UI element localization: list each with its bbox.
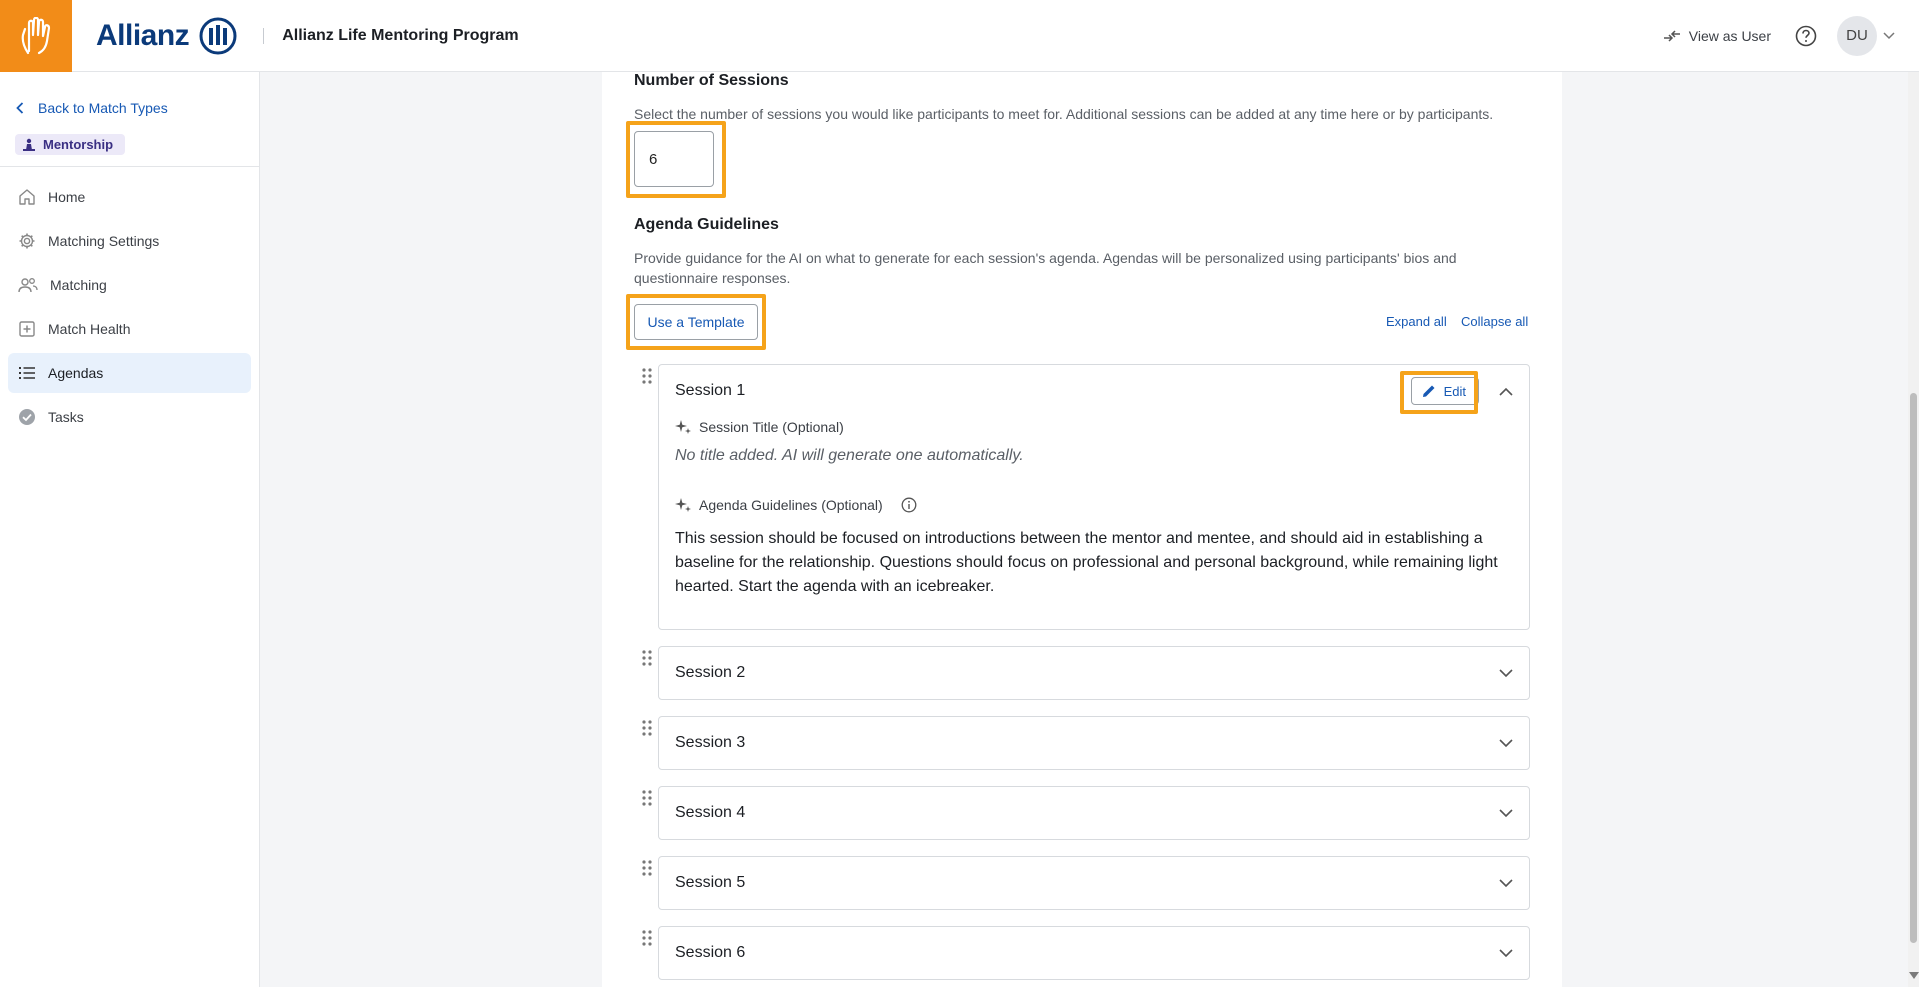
collapse-all-link[interactable]: Collapse all [1461,314,1529,329]
program-title: Allianz Life Mentoring Program [282,26,519,44]
session-card-actions [1499,809,1513,818]
session-card-header[interactable] [659,787,1529,839]
drag-handle-icon[interactable] [642,720,652,736]
session-title: Session 5 [675,874,746,891]
agenda-guidelines-label: Agenda Guidelines (Optional) [699,497,883,513]
session-card-actions [1499,879,1513,888]
session-card-header[interactable] [659,717,1529,769]
logo-wordmark: Allianz [96,18,190,52]
session-card[interactable] [658,716,1530,770]
sidebar-item-label: Matching Settings [48,233,160,249]
drag-handle-icon[interactable] [642,860,652,876]
list-icon [18,365,36,381]
agenda-guidelines-field-label [675,497,1529,513]
agenda-guidelines-title: Agenda Guidelines [634,216,779,233]
view-as-user-label: View as User [1688,27,1771,44]
session-card[interactable] [658,856,1530,910]
sidebar-item-matching[interactable] [8,265,251,305]
user-menu[interactable] [1837,16,1895,56]
session-card[interactable] [658,646,1530,700]
sidebar-item-tasks[interactable] [8,397,251,437]
edit-button-highlight [1400,371,1478,414]
drag-handle-icon[interactable] [642,930,652,946]
expand-all-link[interactable]: Expand all [1386,314,1447,329]
gear-icon [18,232,36,250]
session-card[interactable] [658,926,1530,980]
view-as-user-button[interactable] [1663,28,1771,44]
sidebar-nav [0,177,259,437]
session-title-label: Session Title (Optional) [699,419,844,435]
session-title: Session 1 [675,382,746,399]
agenda-settings-panel [602,72,1562,987]
chevron-down-icon[interactable] [1499,739,1513,748]
use-template-button[interactable]: Use a Template [634,304,758,340]
session-card-actions [1499,669,1513,678]
chevron-down-icon [1883,32,1895,40]
sidebar-item-matching-settings[interactable] [8,221,251,261]
allianz-logo [96,17,237,55]
chevron-down-icon[interactable] [1499,809,1513,818]
drag-handle-icon[interactable] [642,368,652,384]
sidebar-item-agendas[interactable] [8,353,251,393]
session-title-field-label [675,419,1529,435]
drag-handle-icon[interactable] [642,650,652,666]
session-card[interactable] [658,786,1530,840]
session-card-header[interactable] [659,857,1529,909]
app-launcher-tile[interactable] [0,0,72,72]
sidebar-item-match-health[interactable] [8,309,251,349]
number-of-sessions-input[interactable] [634,131,714,187]
sidebar-item-home[interactable] [8,177,251,217]
session-card-actions [1499,949,1513,958]
number-of-sessions-title: Number of Sessions [634,72,789,89]
match-type-badge-label: Mentorship [43,137,114,152]
chevron-down-icon[interactable] [1499,669,1513,678]
people-icon [18,276,38,294]
back-link-label: Back to Match Types [38,100,168,116]
sidebar [0,72,260,987]
match-type-badge [15,134,125,155]
avatar: DU [1837,16,1877,56]
session-title: Session 3 [675,734,746,751]
allianz-eagle-icon [199,17,237,55]
sidebar-item-label: Tasks [48,409,84,425]
home-icon [18,188,36,206]
chevron-up-icon[interactable] [1499,387,1513,396]
chevron-left-icon [16,102,24,114]
scrollbar-thumb[interactable] [1910,393,1917,943]
help-icon[interactable] [1795,25,1817,47]
session-card-actions [1499,739,1513,748]
session-title-value: No title added. AI will generate one automatically. [675,447,1024,464]
info-icon[interactable] [901,497,917,513]
edit-label: Edit [1443,383,1466,399]
chevron-down-icon[interactable] [1499,879,1513,888]
plus-box-icon [18,320,36,338]
sparkle-icon [675,419,691,435]
chevron-down-icon[interactable] [1499,949,1513,958]
number-of-sessions-description: Select the number of sessions you would like participants to meet for. Additional sessions can be added at any time here or by participants. [634,106,1494,122]
sidebar-item-label: Agendas [48,365,104,381]
drag-handle-icon[interactable] [642,790,652,806]
back-to-match-types-link[interactable] [0,92,259,124]
mentorship-icon [23,138,35,151]
session-card-header[interactable] [659,927,1529,979]
session-title: Session 2 [675,664,746,681]
scroll-down-arrow-icon[interactable] [1909,972,1919,979]
sidebar-item-label: Home [48,189,86,205]
sidebar-item-label: Matching [50,277,107,293]
sidebar-item-label: Match Health [48,321,131,337]
sidebar-divider [0,166,259,167]
hand-icon [19,17,53,55]
session-card-header[interactable] [659,647,1529,699]
top-header [0,0,1919,72]
sparkle-icon [675,497,691,513]
header-divider [263,28,264,44]
session-title: Session 6 [675,944,746,961]
agenda-guidelines-description: Provide guidance for the AI on what to generate for each session's agenda. Agendas will be personalized using participants' bios and questionnaire responses. [634,250,1457,286]
session-title: Session 4 [675,804,746,821]
check-circle-icon [18,408,36,426]
switch-arrows-icon [1663,29,1681,43]
session-card-header[interactable] [659,365,1529,417]
header-actions [1663,16,1919,56]
agenda-guidelines-value: This session should be focused on introductions between the mentor and mentee, and should aid in establishing a baseline for the relationship. Questions should focus on professional and personal background, while remaining light hearted. Start the agenda with an icebreaker. [675,530,1498,595]
